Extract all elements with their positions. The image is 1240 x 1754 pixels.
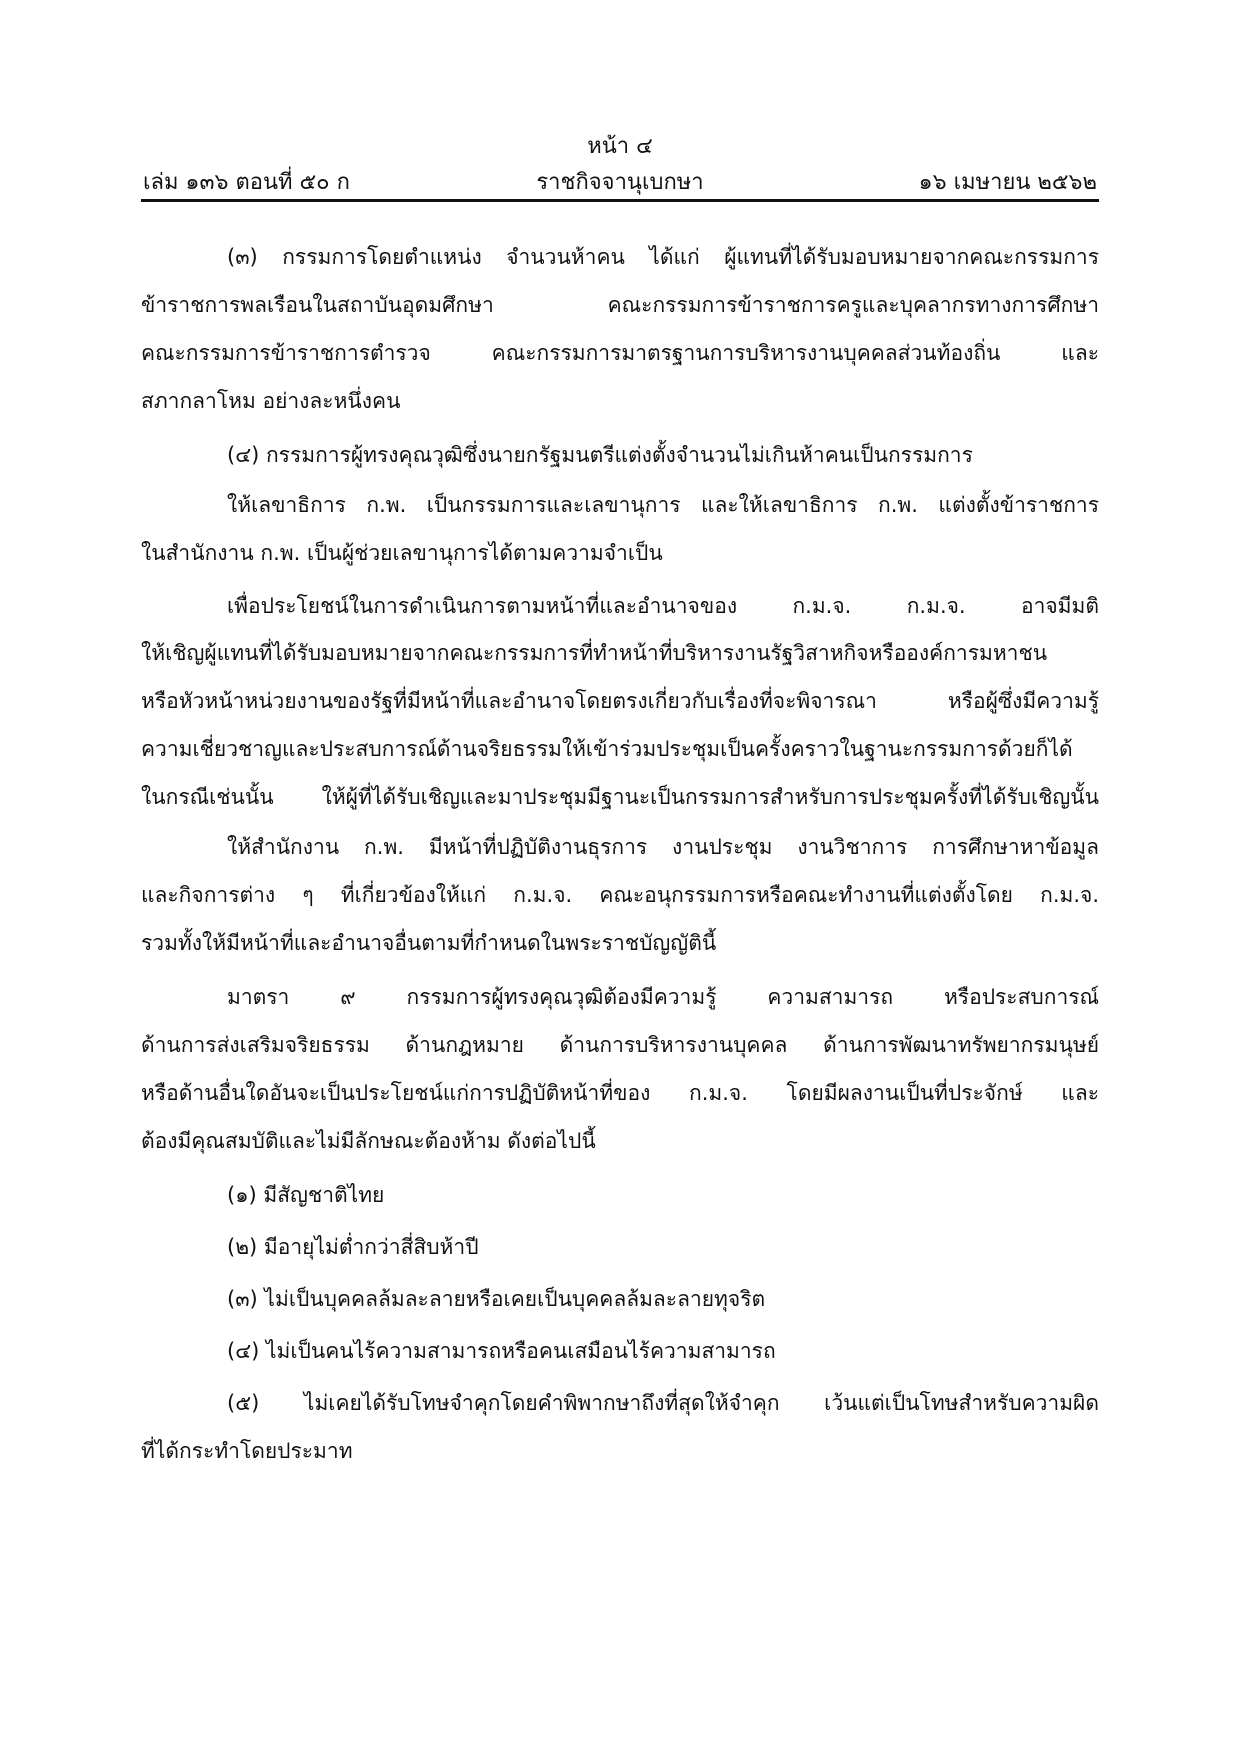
list-item: (๕) ไม่เคยได้รับโทษจำคุกโดยคำพิพากษาถึงที่สุดให้จำคุก เว้นแต่เป็นโทษสำหรับความผิด [227,1391,1099,1415]
list-item: (๒) มีอายุไม่ต่ำกว่าสี่สิบห้าปี [227,1235,479,1259]
body-line: สภากลาโหม อย่างละหนึ่งคน [141,389,401,413]
body-line: ให้เชิญผู้แทนที่ได้รับมอบหมายจากคณะกรรมการที่ทำหน้าที่บริหารงานรัฐวิสาหกิจหรือองค์การมหาชน [141,641,1048,665]
body-line: ต้องมีคุณสมบัติและไม่มีลักษณะต้องห้าม ดังต่อไปนี้ [141,1129,596,1153]
body-line: เพื่อประโยชน์ในการดำเนินการตามหน้าที่และอำนาจของ ก.ม.จ. ก.ม.จ. อาจมีมติ [227,594,1099,618]
volume-issue: เล่ม ๑๓๖ ตอนที่ ๕๐ ก [143,170,350,195]
list-item: (๔) ไม่เป็นคนไร้ความสามารถหรือคนเสมือนไร้ความสามารถ [227,1339,776,1363]
body-line: หรือด้านอื่นใดอันจะเป็นประโยชน์แก่การปฏิบัติหน้าที่ของ ก.ม.จ. โดยมีผลงานเป็นที่ประจักษ์ และ [141,1081,1099,1105]
body-line: ในสำนักงาน ก.พ. เป็นผู้ช่วยเลขานุการได้ตามความจำเป็น [141,541,663,565]
body-line: และกิจการต่าง ๆ ที่เกี่ยวข้องให้แก่ ก.ม.จ. คณะอนุกรรมการหรือคณะทำงานที่แต่งตั้งโดย ก.ม.จ. [141,883,1099,907]
body-line: รวมทั้งให้มีหน้าที่และอำนาจอื่นตามที่กำหนดในพระราชบัญญัตินี้ [141,931,717,955]
body-line: ด้านการส่งเสริมจริยธรรม ด้านกฎหมาย ด้านการบริหารงานบุคคล ด้านการพัฒนาทรัพยากรมนุษย์ [141,1033,1099,1057]
body-line: (๔) กรรมการผู้ทรงคุณวุฒิซึ่งนายกรัฐมนตรีแต่งตั้งจำนวนไม่เกินห้าคนเป็นกรรมการ [227,443,973,467]
body-line: ความเชี่ยวชาญและประสบการณ์ด้านจริยธรรมให้เข้าร่วมประชุมเป็นครั้งคราวในฐานะกรรมการด้วยก็ได้ [141,737,1073,761]
section-heading: มาตรา ๙ กรรมการผู้ทรงคุณวุฒิต้องมีความรู้ ความสามารถ หรือประสบการณ์ [227,985,1099,1009]
body-line: (๓) กรรมการโดยตำแหน่ง จำนวนห้าคน ได้แก่ ผู้แทนที่ได้รับมอบหมายจากคณะกรรมการ [227,245,1099,269]
body-line: หรือหัวหน้าหน่วยงานของรัฐที่มีหน้าที่และอำนาจโดยตรงเกี่ยวกับเรื่องที่จะพิจารณา หรือผู้ซึ่งมีความรู้ [141,689,1099,713]
body-line: ข้าราชการพลเรือนในสถาบันอุดมศึกษา คณะกรรมการข้าราชการครูและบุคลากรทางการศึกษา [141,293,1099,317]
list-item: (๑) มีสัญชาติไทย [227,1183,385,1207]
gazette-title: ราชกิจจานุเบกษา [536,170,704,195]
list-item: (๓) ไม่เป็นบุคคลล้มละลายหรือเคยเป็นบุคคลล้มละลายทุจริต [227,1287,766,1311]
body-line: ให้สำนักงาน ก.พ. มีหน้าที่ปฏิบัติงานธุรการ งานประชุม งานวิชาการ การศึกษาหาข้อมูล [227,835,1099,859]
body-line: ในกรณีเช่นนั้น ให้ผู้ที่ได้รับเชิญและมาประชุมมีฐานะเป็นกรรมการสำหรับการประชุมครั้งที่ได้รับเชิญนั้น [141,785,1099,809]
header-rule [141,199,1099,202]
body-line: ให้เลขาธิการ ก.พ. เป็นกรรมการและเลขานุการ และให้เลขาธิการ ก.พ. แต่งตั้งข้าราชการ [227,493,1099,517]
body-line: ที่ได้กระทำโดยประมาท [141,1439,353,1463]
publication-date: ๑๖ เมษายน ๒๕๖๒ [918,170,1097,195]
body-line: คณะกรรมการข้าราชการตำรวจ คณะกรรมการมาตรฐานการบริหารงานบุคคลส่วนท้องถิ่น และ [141,341,1099,365]
page-number: หน้า ๔ [587,134,653,159]
